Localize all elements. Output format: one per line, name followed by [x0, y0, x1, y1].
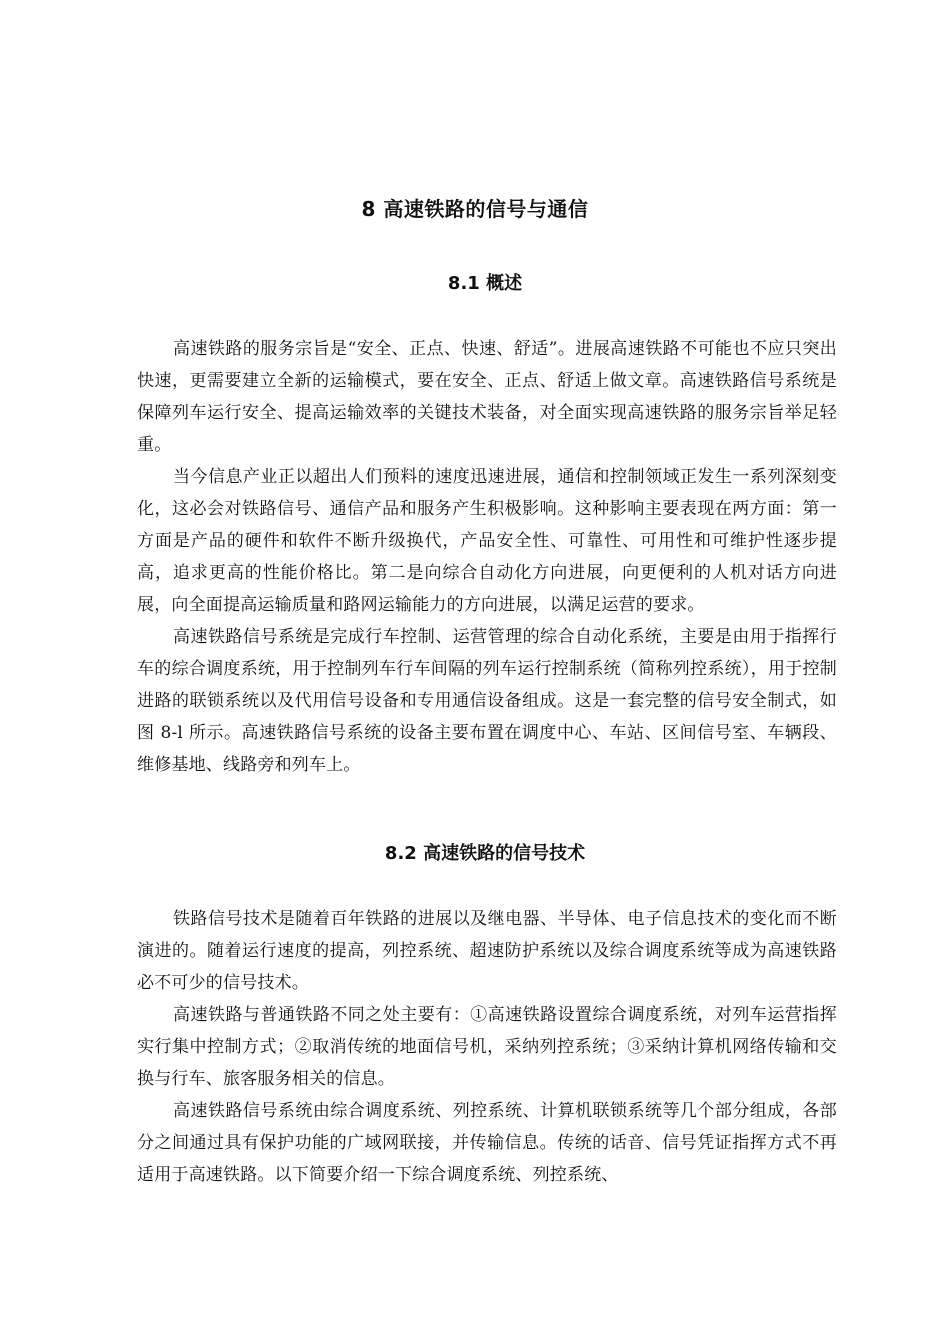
paragraph: 高速铁路与普通铁路不同之处主要有：①高速铁路设置综合调度系统，对列车运营指挥实行集中控制方式；②取消传统的地面信号机，采纳列控系统；③采纳计算机网络传输和交换与行车、旅客服务相关的信息。	[137, 1005, 837, 1089]
section-signal-technology-body	[137, 903, 837, 1191]
chapter-title: 8 高速铁路的信号与通信	[361, 197, 589, 221]
paragraph: 高速铁路的服务宗旨是“安全、正点、快速、舒适”。进展高速铁路不可能也不应只突出快速，更需要建立全新的运输模式，要在安全、正点、舒适上做文章。高速铁路信号系统是保障列车运行安全、提高运输效率的关键技术装备，对全面实现高速铁路的服务宗旨举足轻重。	[137, 339, 837, 455]
paragraph: 高速铁路信号系统由综合调度系统、列控系统、计算机联锁系统等几个部分组成，各部分之间通过具有保护功能的广域网联接，并传输信息。传统的话音、信号凭证指挥方式不再适用于高速铁路。以下简要介绍一下综合调度系统、列控系统、	[137, 1101, 837, 1185]
section-title-signal-technology: 8.2 高速铁路的信号技术	[384, 843, 586, 864]
paragraph: 当今信息产业正以超出人们预料的速度迅速进展，通信和控制领域正发生一系列深刻变化，这必会对铁路信号、通信产品和服务产生积极影响。这种影响主要表现在两方面：第一方面是产品的硬件和软件不断升级换代，产品安全性、可靠性、可用性和可维护性逐步提高，追求更高的性能价格比。第二是向综合自动化方向进展，向更便利的人机对话方向进展，向全面提高运输质量和路网运输能力的方向进展，以满足运营的要求。	[137, 467, 837, 615]
section-title-overview: 8.1 概述	[447, 273, 523, 294]
section-overview-body	[137, 333, 837, 781]
paragraph: 高速铁路信号系统是完成行车控制、运营管理的综合自动化系统，主要是由用于指挥行车的综合调度系统，用于控制列车行车间隔的列车运行控制系统（简称列控系统），用于控制进路的联锁系统以及代用信号设备和专用通信设备组成。这是一套完整的信号安全制式，如图 8-l 所示。高速铁路信号系统的设备主要布置在调度中心、车站、区间信号室、车辆段、维修基地、线路旁和列车上。	[137, 627, 837, 775]
paragraph: 铁路信号技术是随着百年铁路的进展以及继电器、半导体、电子信息技术的变化而不断演进的。随着运行速度的提高，列控系统、超速防护系统以及综合调度系统等成为高速铁路必不可少的信号技术。	[137, 909, 837, 993]
